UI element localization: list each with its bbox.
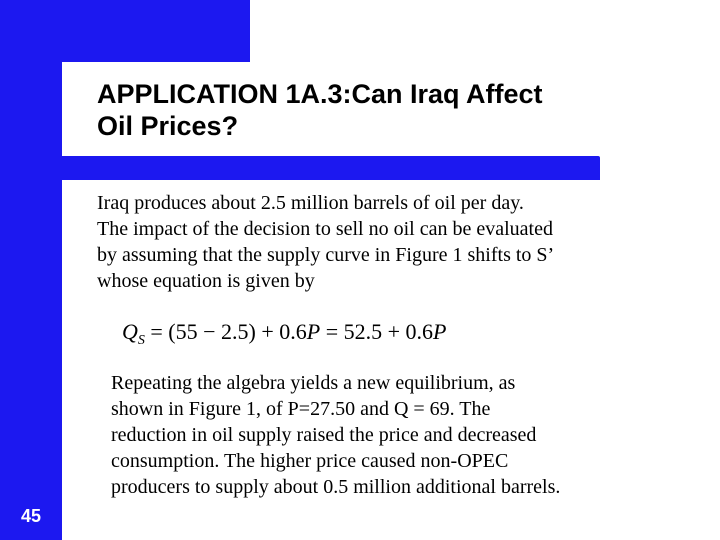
- equation-part-2: = 52.5 + 0.6: [320, 319, 434, 344]
- result-line-5: producers to supply about 0.5 million additional barrels.: [111, 476, 561, 498]
- equation-part-1: = (55 − 2.5) + 0.6: [144, 319, 307, 344]
- result-line-1: Repeating the algebra yields a new equilibrium, as: [111, 372, 516, 394]
- equation-q: Q: [122, 319, 138, 344]
- title-line-2: Oil Prices?: [97, 111, 239, 141]
- result-paragraph: [111, 370, 701, 500]
- title-line-1: APPLICATION 1A.3:Can Iraq Affect: [97, 79, 543, 109]
- supply-equation: [122, 316, 447, 357]
- equation-subscript: S: [137, 333, 145, 348]
- intro-line-2: The impact of the decision to sell no oil can be evaluated: [97, 218, 553, 240]
- equation-p-1: P: [306, 319, 321, 344]
- page-number: 45: [20, 506, 42, 526]
- result-line-2: shown in Figure 1, of P=27.50 and Q = 69. The: [111, 398, 491, 420]
- intro-line-3: by assuming that the supply curve in Figure 1 shifts to S’: [97, 244, 555, 266]
- intro-line-4: whose equation is given by: [97, 270, 315, 292]
- title-underline-bar: [62, 156, 600, 180]
- intro-paragraph: [97, 190, 677, 294]
- equation-p-2: P: [433, 319, 447, 344]
- result-line-4: consumption. The higher price caused non-OPEC: [111, 450, 509, 472]
- result-line-3: reduction in oil supply raised the price and decreased: [111, 424, 537, 446]
- frame-left-bar: [0, 0, 62, 540]
- intro-line-1: Iraq produces about 2.5 million barrels of oil per day.: [97, 192, 524, 214]
- slide-title: [97, 78, 697, 142]
